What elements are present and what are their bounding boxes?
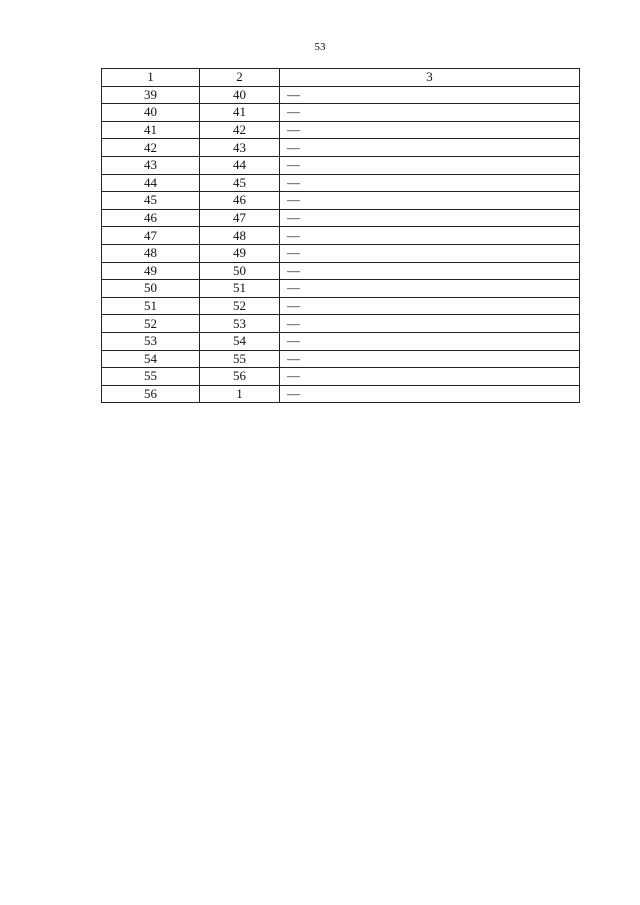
table-row (102, 121, 580, 139)
table-row (102, 156, 580, 174)
cell-col-2: 52 (200, 297, 280, 315)
table-row (102, 192, 580, 210)
table-body (102, 86, 580, 403)
cell-col-3: — (280, 156, 580, 174)
table-header (102, 69, 580, 87)
cell-col-1: 53 (102, 332, 200, 350)
table-row (102, 104, 580, 122)
table-row (102, 350, 580, 368)
cell-col-3: — (280, 385, 580, 403)
cell-col-1: 55 (102, 368, 200, 386)
cell-col-2: 48 (200, 227, 280, 245)
cell-col-2: 50 (200, 262, 280, 280)
cell-col-1: 50 (102, 280, 200, 298)
cell-col-1: 41 (102, 121, 200, 139)
cell-col-1: 52 (102, 315, 200, 333)
cell-col-3: — (280, 104, 580, 122)
cell-col-1: 42 (102, 139, 200, 157)
cell-col-3: — (280, 121, 580, 139)
cell-col-2: 47 (200, 209, 280, 227)
cell-col-1: 56 (102, 385, 200, 403)
table-row (102, 209, 580, 227)
cell-col-3: — (280, 244, 580, 262)
cell-col-2: 49 (200, 244, 280, 262)
table-row (102, 244, 580, 262)
table-header-row (102, 69, 580, 87)
cell-col-1: 49 (102, 262, 200, 280)
cell-col-2: 56 (200, 368, 280, 386)
cell-col-1: 54 (102, 350, 200, 368)
cell-col-1: 45 (102, 192, 200, 210)
cell-col-2: 51 (200, 280, 280, 298)
cell-col-2: 1 (200, 385, 280, 403)
cell-col-1: 44 (102, 174, 200, 192)
data-table (101, 68, 580, 403)
cell-col-3: — (280, 280, 580, 298)
cell-col-2: 45 (200, 174, 280, 192)
cell-col-3: — (280, 262, 580, 280)
table-row (102, 262, 580, 280)
table-row (102, 368, 580, 386)
table-row (102, 297, 580, 315)
cell-col-3: — (280, 297, 580, 315)
cell-col-3: — (280, 174, 580, 192)
cell-col-2: 44 (200, 156, 280, 174)
cell-col-2: 53 (200, 315, 280, 333)
page-number: 53 (314, 41, 326, 53)
cell-col-1: 43 (102, 156, 200, 174)
table-row (102, 332, 580, 350)
cell-col-3: — (280, 192, 580, 210)
column-header-1: 1 (102, 69, 200, 87)
cell-col-3: — (280, 227, 580, 245)
cell-col-1: 39 (102, 86, 200, 104)
table-row (102, 174, 580, 192)
table-row (102, 385, 580, 403)
cell-col-3: — (280, 332, 580, 350)
cell-col-3: — (280, 209, 580, 227)
cell-col-2: 54 (200, 332, 280, 350)
cell-col-2: 55 (200, 350, 280, 368)
cell-col-2: 46 (200, 192, 280, 210)
column-header-3: 3 (280, 69, 580, 87)
cell-col-3: — (280, 86, 580, 104)
cell-col-1: 51 (102, 297, 200, 315)
cell-col-3: — (280, 315, 580, 333)
table-row (102, 280, 580, 298)
cell-col-2: 42 (200, 121, 280, 139)
table-row (102, 86, 580, 104)
cell-col-2: 43 (200, 139, 280, 157)
cell-col-3: — (280, 350, 580, 368)
table-row (102, 139, 580, 157)
cell-col-3: — (280, 368, 580, 386)
cell-col-2: 40 (200, 86, 280, 104)
table-row (102, 315, 580, 333)
cell-col-1: 47 (102, 227, 200, 245)
cell-col-1: 40 (102, 104, 200, 122)
column-header-2: 2 (200, 69, 280, 87)
table-row (102, 227, 580, 245)
cell-col-3: — (280, 139, 580, 157)
cell-col-1: 46 (102, 209, 200, 227)
cell-col-2: 41 (200, 104, 280, 122)
cell-col-1: 48 (102, 244, 200, 262)
